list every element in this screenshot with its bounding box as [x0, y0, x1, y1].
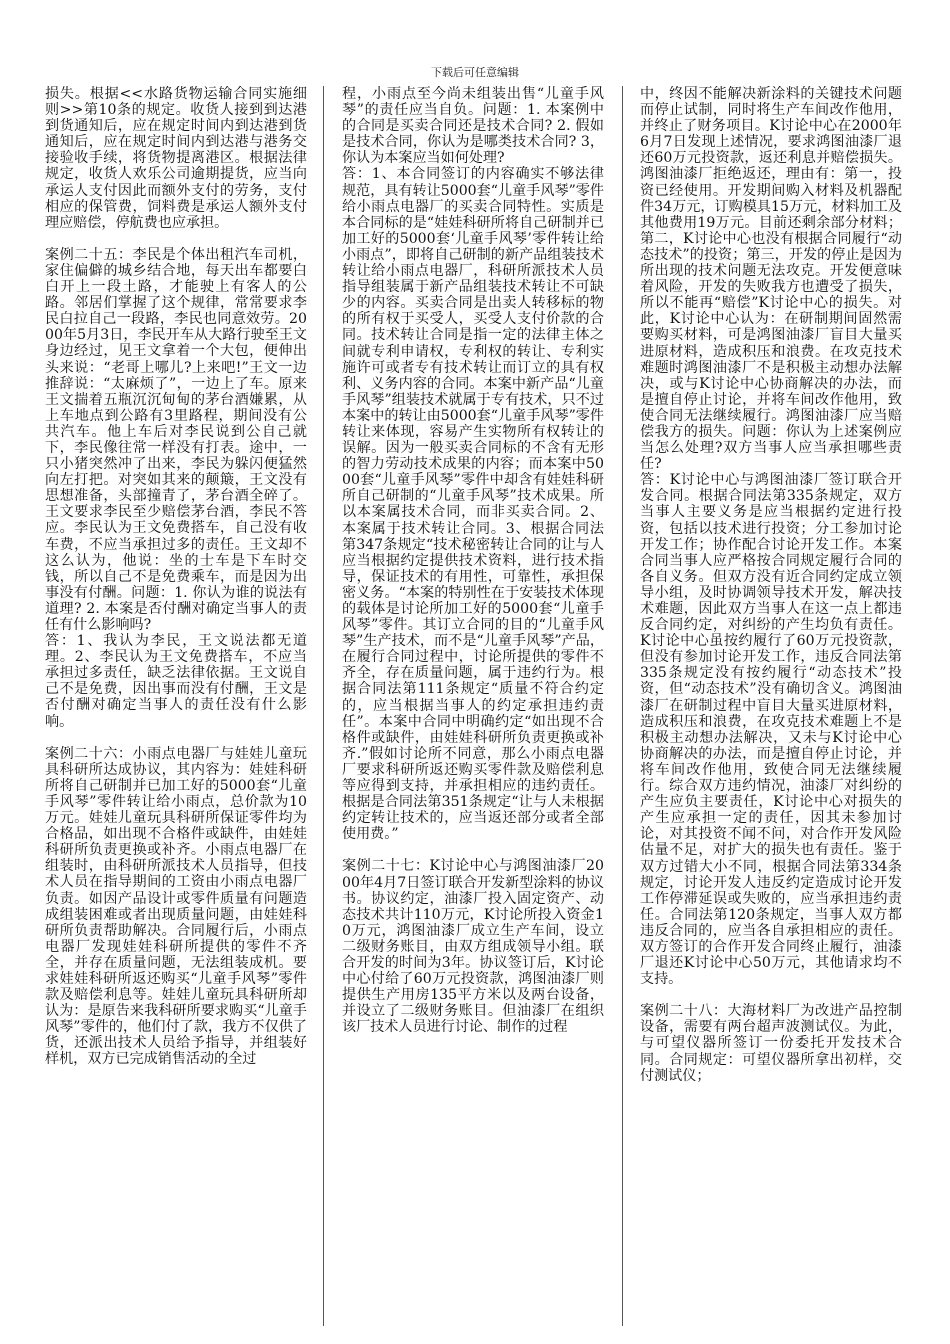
paragraph: 案例二十八：大海材料厂为改进产品控制设备，需要有两台超声波测试仪。为此，与可望仪器所签订一份委托开发技术合同。合同规定：可望仪器所拿出初样，交付测试仪；: [640, 1003, 902, 1084]
paragraph: 案例二十七：K讨论中心与鸿图油漆厂2000年4月7日签订联合开发新型涂料的协议书。协议约定，油漆厂投入固定资产、动态技术共计110万元，K讨论所投入资金10万元，鸿图油漆厂成立生产车间，设立二级财务账目，由双方组成领导小组。联合开发的时间为3年。协议签订后，K讨论中心付给了60万元投资款，鸿图油漆厂则提供生产用房135平方米以及两台设备，并设立了二级财务账目。但油漆厂在组织该厂技术人员进行讨论、制作的过程: [342, 858, 604, 1036]
paragraph: 答：K讨论中心与鸿图油漆厂签订联合开发合同。根据合同法第335条规定，双方当事人主要义务是应当根据约定进行投资，包括以技术进行投资；分工参加讨论开发工作；协作配合讨论开发工作。本案合同当事人应严格按合同规定履行合同的各自义务。但双方没有近合同约定成立领导小组，及时协调领导技术开发，解决技术难题，因此双方当事人在这一点上都违反合同约定，对纠纷的产生均负有责任。K讨论中心虽按约履行了60万元投资款，但没有参加讨论开发工作，违反合同法第335条规定没有按约履行“动态技术”投资，但“动态技术”没有确切含义。鸿图油漆厂在研制过程中盲目大量买进原材料，造成积压和浪费，在攻克技术难题上不是积极主动想办法解决，又未与K讨论中心协商解决的办法，而是擅自停止讨论，并将车间改作他用，致使合同无法继续履行。综合双方违约情况，油漆厂对纠纷的产生应负主要责任，K讨论中心对损失的产生应承担一定的责任，因其未参加讨论，对其投资不闻不问，对合作开发风险估量不足，对扩大的损失也有责任。鉴于双方过错大小不同，根据合同法第334条规定，讨论开发人违反约定造成讨论开发工作停滞延误或失败的，应当承担违约责任。合同法第120条规定，当事人双方都违反合同的，应当各自承担相应的责任。双方签订的合作开发合同终止履行，油漆厂退还K讨论中心50万元，其他请求均不支持。: [640, 472, 902, 988]
page-header: 下载后可任意编辑: [431, 66, 519, 79]
text-column-1: [45, 86, 307, 1326]
paragraph-gap: [45, 730, 307, 746]
column-divider: [622, 86, 623, 1326]
paragraph-gap: [45, 231, 307, 247]
paragraph: 损失。根据<<水路货物运输合同实施细则>>第10条的规定。收货人接到到达港到货通知后，应在规定时间内到达港到货通知后，应在规定时间内到达港与港务交接验收手续，将货物提离港区。根据法律规定，收货人欢乐公司逾期提货，应当向承运人支付因此而额外支付的劳务，支付相应的保管费，饲料费是承运人额外支付理应赔偿，停航费也应承担。: [45, 86, 307, 231]
paragraph: 案例二十五：李民是个体出租汽车司机，家住偏僻的城乡结合地，每天出车都要白白开上一段土路，才能驶上有客人的公路。邻居们掌握了这个规律，常常要求李民白拉自己一段路，李民也同意效劳。2000年5月3日，李民开车从大路行驶至王文身边经过，见王文拿着一个大包，便伸出头来说：“老哥上哪儿?上来吧!”王文一边推辞说：“太麻烦了”，一边上了车。原来王文揣着五瓶沉沉甸甸的茅台酒嫌累，从上车地点到公路有3里路程，期间没有公共汽车。他上车后对李民说到公自己就下，李民像往常一样没有打表。途中，一只小猪突然冲了出来，李民为躲闪便猛然向左打把。对突如其来的颠簸，王文没有思想准备，头部撞青了，茅台酒全碎了。王文要求李民至少赔偿茅台酒，李民不答应。李民认为王文免费搭车，自己没有收车费，不应当承担过多的责任。王文却不这么认为，他说：坐的士车是下车时交钱，所以自己不是免费乘车，而是因为出事没有付酬。问题：1. 你认为谁的说法有道理? 2. 本案是否付酬对确定当事人的责任有什么影响吗?: [45, 246, 307, 633]
paragraph: 答：1、我认为李民，王文说法都无道理。2、李民认为王文免费搭车，不应当承担过多责任，缺乏法律依据。王文说自己不是免费，因出事而没有付酬，王文是否付酬对确定当事人的责任没有什么影响。: [45, 633, 307, 730]
text-column-2: [342, 86, 604, 1326]
paragraph-gap: [342, 842, 604, 858]
paragraph: 答：1、本合同签订的内容确实不够法律规范，具有转让5000套“儿童手风琴”零件给小雨点电器厂的买卖合同特性。实质是本合同标的是“娃娃科研所将自己研制并已加工好的5000套‘儿童手风琴’零件转让给小雨点”，即将自己研制的新产品组装技术转让给小雨点电器厂，科研所派技术人员指导组装属于新产品组装技术转让不可缺少的内容。买卖合同是出卖人转移标的物的所有权于买受人，买受人支付价款的合同。技术转让合同是指一定的法律主体之间就专利申请权，专利权的转让、专利实施许可或者专有技术转让而订立的具有权利、义务内容的合同。本案中新产品“儿童手风琴”组装技术就属于专有技术，只不过本案中的转让由5000套“儿童手风琴”零件转让来体现，容易产生实物所有权转让的误解。因为一般买卖合同标的不含有无形的智力劳动技术成果的内容；而本案中5000套“儿童手风琴”零件中却含有娃娃科研所自己研制的“儿童手风琴”技术成果。所以本案属技术合同，而非买卖合同。2、本案属于技术转让合同。3、根据合同法第347条规定“技术秘密转让合同的让与人应当根据约定提供技术资料，进行技术指导，保证技术的有用性，可靠性，承担保密义务。“本案的特别性在于安装技术体现的载体是讨论所加工好的5000套“儿童手风琴”零件。其订立合同的目的“儿童手风琴”生产技术，而不是“儿童手风琴”产品，在履行合同过程中，讨论所提供的零件不齐全，存在质量问题，属于违约行为。根据合同法第111条规定“质量不符合约定的，应当根据当事人的约定承担违约责任”。本案中合同中明确约定“如出现不合格件或缺件，由娃娃科研所负责更换或补齐.”假如讨论所不同意，那么小雨点电器厂要求科研所返还购买零件款及赔偿利息等应得到支持，并承担相应的违约责任。根据是合同法第351条规定“让与人未根据约定转让技术的，应当返还部分或者全部使用费。”: [342, 166, 604, 843]
paragraph-gap: [640, 987, 902, 1003]
paragraph: 程，小雨点至今尚未组装出售“儿童手风琴”的责任应当自负。问题：1. 本案例中的合同是买卖合同还是技术合同? 2. 假如是技术合同，你认为是哪类技术合同? 3，你认为本案应当如何处理?: [342, 86, 604, 167]
column-divider: [323, 86, 324, 1326]
paragraph: 中，终因不能解决新涂料的关键技术问题而停止试制，同时将生产车间改作他用，并终止了财务项目。K讨论中心在2000年6月7日发现上述情况，要求鸿图油漆厂退还60万元投资款，返还利息并赔偿损失。鸿图油漆厂拒绝返还，理由有：第一，投资已经使用。开发期间购入材料及机器配件34万元，订购模具15万元，材料加工及其他费用19万元。目前还剩余部分材料；第二，K讨论中心也没有根据合同履行“动态技术”的投资；第三，开发的停止是因为所出现的技术问题无法攻克。开发便意味着风险，开发的失败我方也遭受了损失，所以不能再“赔偿”K讨论中心的损失。对此，K讨论中心认为：在研制期间固然需要购买材料，可是鸿图油漆厂盲目大量买进原材料，造成积压和浪费。在攻克技术难题时鸿图油漆厂不是积极主动想办法解决，或与K讨论中心协商解决的办法，而是擅自停止讨论，并将车间改作他用，致使合同无法继续履行。鸿图油漆厂应当赔偿我方的损失。问题：你认为上述案例应当怎么处理?双方当事人应当承担哪些责任?: [640, 86, 902, 473]
paragraph: 案例二十六：小雨点电器厂与娃娃儿童玩具科研所达成协议，其内容为：娃娃科研所将自己研制并已加工好的5000套“儿童手风琴”零件转让给小雨点，总价款为10万元。娃娃儿童玩具科研所保证零件均为合格品，如出现不合格件或缺件，由娃娃科研所负责更换或补齐。小雨点电器厂在组装时，由科研所派技术人员指导，但技术人员在指导期间的工资由小雨点电器厂负责。如因产品设计或零件质量有问题造成组装困难或者出现质量问题，由娃娃科研所负责帮助解决。合同履行后，小雨点电器厂发现娃娃科研所提供的零件不齐全，并存在质量问题，无法组装成机。要求娃娃科研所返还购买“儿童手风琴”零件款及赔偿利息等。娃娃儿童玩具科研所却认为：是原告来我科研所要求购买“儿童手风琴”零件的，他们付了款，我方不仅供了货，还派出技术人员给予指导，并组装好样机，双方已完成销售活动的全过: [45, 745, 307, 1068]
text-column-3: [640, 86, 902, 1326]
